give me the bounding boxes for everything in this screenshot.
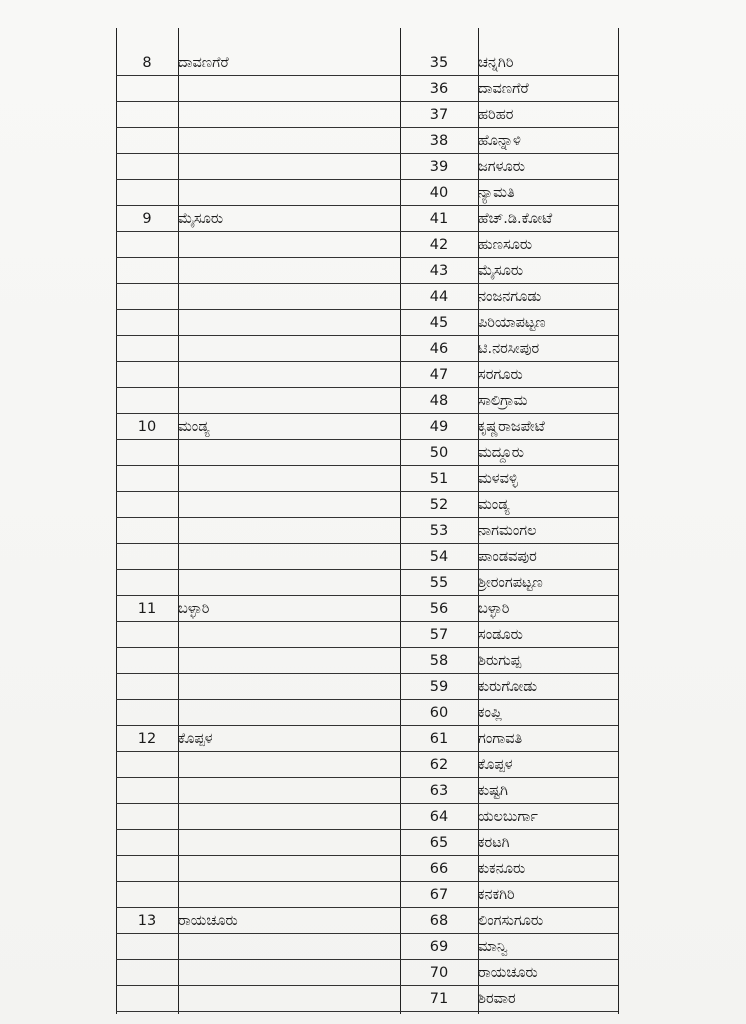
district-name-cell bbox=[178, 960, 400, 986]
district-name-cell bbox=[178, 700, 400, 726]
table-row bbox=[116, 700, 618, 726]
taluk-number-cell: 49 bbox=[400, 414, 478, 440]
taluk-name-cell: ಶ್ರೀರಂಗಪಟ್ಟಣ bbox=[478, 570, 618, 596]
district-number-cell: 11 bbox=[116, 596, 178, 622]
table-row bbox=[116, 310, 618, 336]
table-row bbox=[116, 180, 618, 206]
table-row bbox=[116, 596, 618, 622]
taluk-number-cell: 58 bbox=[400, 648, 478, 674]
taluk-name-cell: ಪಿರಿಯಾಪಟ್ಟಣ bbox=[478, 310, 618, 336]
district-name-cell: ಕೊಪ್ಪಳ bbox=[178, 726, 400, 752]
district-number-cell bbox=[116, 232, 178, 258]
table-row bbox=[116, 726, 618, 752]
table-row bbox=[116, 622, 618, 648]
taluk-name-cell: ಕನಕಗಿರಿ bbox=[478, 882, 618, 908]
table-row bbox=[116, 206, 618, 232]
district-name-cell bbox=[178, 622, 400, 648]
taluk-number-cell: 66 bbox=[400, 856, 478, 882]
taluk-name-cell: ದಾವಣಗೆರೆ bbox=[478, 76, 618, 102]
taluk-name-cell: ಮದ್ದೂರು bbox=[478, 440, 618, 466]
taluk-number-cell: 40 bbox=[400, 180, 478, 206]
taluk-name-cell: ರಾಯಚೂರು bbox=[478, 960, 618, 986]
district-number-cell: 13 bbox=[116, 908, 178, 934]
taluk-number-cell: 67 bbox=[400, 882, 478, 908]
taluk-name-cell: ಮಳವಳ್ಳಿ bbox=[478, 466, 618, 492]
table-row bbox=[116, 986, 618, 1012]
district-name-cell bbox=[178, 232, 400, 258]
taluk-name-cell: ಟಿ.ನರಸೀಪುರ bbox=[478, 336, 618, 362]
taluk-name-cell: ಬಳ್ಳಾರಿ bbox=[478, 596, 618, 622]
taluk-name-cell: ಪಾಂಡವಪುರ bbox=[478, 544, 618, 570]
taluk-number-cell: 46 bbox=[400, 336, 478, 362]
taluk-name-cell: ಯಲಬುರ್ಗಾ bbox=[478, 804, 618, 830]
taluk-number-cell: 44 bbox=[400, 284, 478, 310]
taluk-name-cell: ಕುರುಗೋಡು bbox=[478, 674, 618, 700]
taluk-number-cell: 48 bbox=[400, 388, 478, 414]
district-number-cell bbox=[116, 180, 178, 206]
taluk-name-cell: ಹೊನ್ನಾಳಿ bbox=[478, 128, 618, 154]
table-body bbox=[116, 50, 618, 1012]
district-name-cell bbox=[178, 310, 400, 336]
district-name-cell bbox=[178, 440, 400, 466]
table-row bbox=[116, 778, 618, 804]
taluk-number-cell: 54 bbox=[400, 544, 478, 570]
district-name-cell bbox=[178, 986, 400, 1012]
district-name-cell bbox=[178, 76, 400, 102]
district-number-cell bbox=[116, 648, 178, 674]
taluk-name-cell: ಮೈಸೂರು bbox=[478, 258, 618, 284]
taluk-number-cell: 62 bbox=[400, 752, 478, 778]
table-row bbox=[116, 908, 618, 934]
district-name-cell bbox=[178, 388, 400, 414]
district-name-cell bbox=[178, 466, 400, 492]
taluk-name-cell: ನಾಗಮಂಗಲ bbox=[478, 518, 618, 544]
taluk-name-cell: ಕುಕನೂರು bbox=[478, 856, 618, 882]
table-row bbox=[116, 830, 618, 856]
district-name-cell bbox=[178, 518, 400, 544]
district-name-cell bbox=[178, 934, 400, 960]
taluk-name-cell: ಸಂಡೂರು bbox=[478, 622, 618, 648]
district-number-cell bbox=[116, 960, 178, 986]
district-number-cell bbox=[116, 440, 178, 466]
district-number-cell bbox=[116, 882, 178, 908]
taluk-number-cell: 57 bbox=[400, 622, 478, 648]
taluk-number-cell: 51 bbox=[400, 466, 478, 492]
table-row bbox=[116, 674, 618, 700]
table-row bbox=[116, 518, 618, 544]
taluk-number-cell: 43 bbox=[400, 258, 478, 284]
table-row bbox=[116, 50, 618, 76]
table-row bbox=[116, 128, 618, 154]
taluk-name-cell: ಕೃಷ್ಣರಾಜಪೇಟೆ bbox=[478, 414, 618, 440]
district-number-cell bbox=[116, 310, 178, 336]
district-number-cell bbox=[116, 830, 178, 856]
district-name-cell bbox=[178, 778, 400, 804]
district-number-cell bbox=[116, 388, 178, 414]
table-row bbox=[116, 648, 618, 674]
district-number-cell bbox=[116, 986, 178, 1012]
district-number-cell bbox=[116, 466, 178, 492]
taluk-name-cell: ಚನ್ನಗಿರಿ bbox=[478, 50, 618, 76]
taluk-number-cell: 45 bbox=[400, 310, 478, 336]
taluk-number-cell: 53 bbox=[400, 518, 478, 544]
taluk-name-cell: ಮಂಡ್ಯ bbox=[478, 492, 618, 518]
taluk-name-cell: ಸಾಲಿಗ್ರಾಮ bbox=[478, 388, 618, 414]
district-number-cell bbox=[116, 752, 178, 778]
taluk-name-cell: ಕೊಪ್ಪಳ bbox=[478, 752, 618, 778]
table-row bbox=[116, 544, 618, 570]
taluk-name-cell: ಕುಷ್ಟಗಿ bbox=[478, 778, 618, 804]
table-row bbox=[116, 336, 618, 362]
district-number-cell bbox=[116, 102, 178, 128]
district-number-cell bbox=[116, 76, 178, 102]
district-number-cell bbox=[116, 128, 178, 154]
district-name-cell bbox=[178, 856, 400, 882]
taluk-number-cell: 63 bbox=[400, 778, 478, 804]
district-number-cell bbox=[116, 258, 178, 284]
taluk-number-cell: 64 bbox=[400, 804, 478, 830]
district-number-cell bbox=[116, 700, 178, 726]
taluk-number-cell: 36 bbox=[400, 76, 478, 102]
taluk-name-cell: ಹರಿಹರ bbox=[478, 102, 618, 128]
district-name-cell bbox=[178, 258, 400, 284]
table-row bbox=[116, 362, 618, 388]
district-name-cell bbox=[178, 882, 400, 908]
taluk-number-cell: 68 bbox=[400, 908, 478, 934]
district-name-cell bbox=[178, 648, 400, 674]
taluk-name-cell: ಶಿರುಗುಪ್ಪ bbox=[478, 648, 618, 674]
district-number-cell bbox=[116, 362, 178, 388]
table-row bbox=[116, 388, 618, 414]
district-name-cell: ರಾಯಚೂರು bbox=[178, 908, 400, 934]
taluk-number-cell: 69 bbox=[400, 934, 478, 960]
district-name-cell: ಮೈಸೂರು bbox=[178, 206, 400, 232]
district-name-cell bbox=[178, 128, 400, 154]
district-number-cell bbox=[116, 674, 178, 700]
district-name-cell bbox=[178, 102, 400, 128]
district-number-cell: 12 bbox=[116, 726, 178, 752]
taluk-name-cell: ಸರಗೂರು bbox=[478, 362, 618, 388]
taluk-number-cell: 50 bbox=[400, 440, 478, 466]
table-row bbox=[116, 752, 618, 778]
table-row bbox=[116, 466, 618, 492]
taluk-number-cell: 65 bbox=[400, 830, 478, 856]
district-number-cell bbox=[116, 570, 178, 596]
table-row bbox=[116, 960, 618, 986]
district-number-cell bbox=[116, 492, 178, 518]
district-name-cell bbox=[178, 544, 400, 570]
table-row bbox=[116, 414, 618, 440]
district-name-cell bbox=[178, 804, 400, 830]
table-row bbox=[116, 440, 618, 466]
district-number-cell bbox=[116, 804, 178, 830]
district-name-cell bbox=[178, 284, 400, 310]
table-row bbox=[116, 232, 618, 258]
taluk-name-cell: ಹುಣಸೂರು bbox=[478, 232, 618, 258]
district-number-cell bbox=[116, 284, 178, 310]
taluk-name-cell: ನ್ಯಾಮತಿ bbox=[478, 180, 618, 206]
column-line bbox=[618, 28, 619, 1014]
district-name-cell: ಬಳ್ಳಾರಿ bbox=[178, 596, 400, 622]
table-row bbox=[116, 258, 618, 284]
taluk-number-cell: 56 bbox=[400, 596, 478, 622]
district-taluk-table bbox=[116, 50, 618, 1012]
district-name-cell bbox=[178, 362, 400, 388]
taluk-name-cell: ನಂಜನಗೂಡು bbox=[478, 284, 618, 310]
table-row bbox=[116, 570, 618, 596]
district-number-cell bbox=[116, 934, 178, 960]
district-number-cell bbox=[116, 544, 178, 570]
taluk-number-cell: 39 bbox=[400, 154, 478, 180]
taluk-number-cell: 55 bbox=[400, 570, 478, 596]
table-row bbox=[116, 856, 618, 882]
district-name-cell: ದಾವಣಗೆರೆ bbox=[178, 50, 400, 76]
table-row bbox=[116, 76, 618, 102]
taluk-number-cell: 37 bbox=[400, 102, 478, 128]
taluk-number-cell: 41 bbox=[400, 206, 478, 232]
taluk-name-cell: ಕರಟಗಿ bbox=[478, 830, 618, 856]
taluk-name-cell: ಲಿಂಗಸುಗೂರು bbox=[478, 908, 618, 934]
district-number-cell bbox=[116, 336, 178, 362]
district-name-cell bbox=[178, 674, 400, 700]
district-name-cell bbox=[178, 570, 400, 596]
taluk-name-cell: ಜಗಳೂರು bbox=[478, 154, 618, 180]
district-name-cell bbox=[178, 154, 400, 180]
district-number-cell bbox=[116, 518, 178, 544]
taluk-number-cell: 38 bbox=[400, 128, 478, 154]
district-name-cell bbox=[178, 830, 400, 856]
district-number-cell bbox=[116, 856, 178, 882]
table-row bbox=[116, 934, 618, 960]
district-number-cell bbox=[116, 778, 178, 804]
district-name-cell bbox=[178, 492, 400, 518]
table-row bbox=[116, 882, 618, 908]
taluk-number-cell: 35 bbox=[400, 50, 478, 76]
taluk-number-cell: 47 bbox=[400, 362, 478, 388]
taluk-number-cell: 70 bbox=[400, 960, 478, 986]
taluk-number-cell: 42 bbox=[400, 232, 478, 258]
taluk-name-cell: ಶಿರವಾರ bbox=[478, 986, 618, 1012]
taluk-number-cell: 71 bbox=[400, 986, 478, 1012]
table-row bbox=[116, 102, 618, 128]
district-name-cell: ಮಂಡ್ಯ bbox=[178, 414, 400, 440]
taluk-name-cell: ಗಂಗಾವತಿ bbox=[478, 726, 618, 752]
taluk-number-cell: 60 bbox=[400, 700, 478, 726]
table-row bbox=[116, 284, 618, 310]
district-number-cell: 8 bbox=[116, 50, 178, 76]
table-row bbox=[116, 154, 618, 180]
table-row bbox=[116, 804, 618, 830]
district-name-cell bbox=[178, 752, 400, 778]
taluk-number-cell: 52 bbox=[400, 492, 478, 518]
district-number-cell: 9 bbox=[116, 206, 178, 232]
taluk-number-cell: 61 bbox=[400, 726, 478, 752]
district-number-cell bbox=[116, 622, 178, 648]
district-name-cell bbox=[178, 180, 400, 206]
taluk-name-cell: ಮಾನ್ವಿ bbox=[478, 934, 618, 960]
taluk-name-cell: ಹೆಚ್.ಡಿ.ಕೋಟೆ bbox=[478, 206, 618, 232]
taluk-name-cell: ಕಂಪ್ಲಿ bbox=[478, 700, 618, 726]
taluk-number-cell: 59 bbox=[400, 674, 478, 700]
district-number-cell: 10 bbox=[116, 414, 178, 440]
table-row bbox=[116, 492, 618, 518]
district-number-cell bbox=[116, 154, 178, 180]
district-name-cell bbox=[178, 336, 400, 362]
